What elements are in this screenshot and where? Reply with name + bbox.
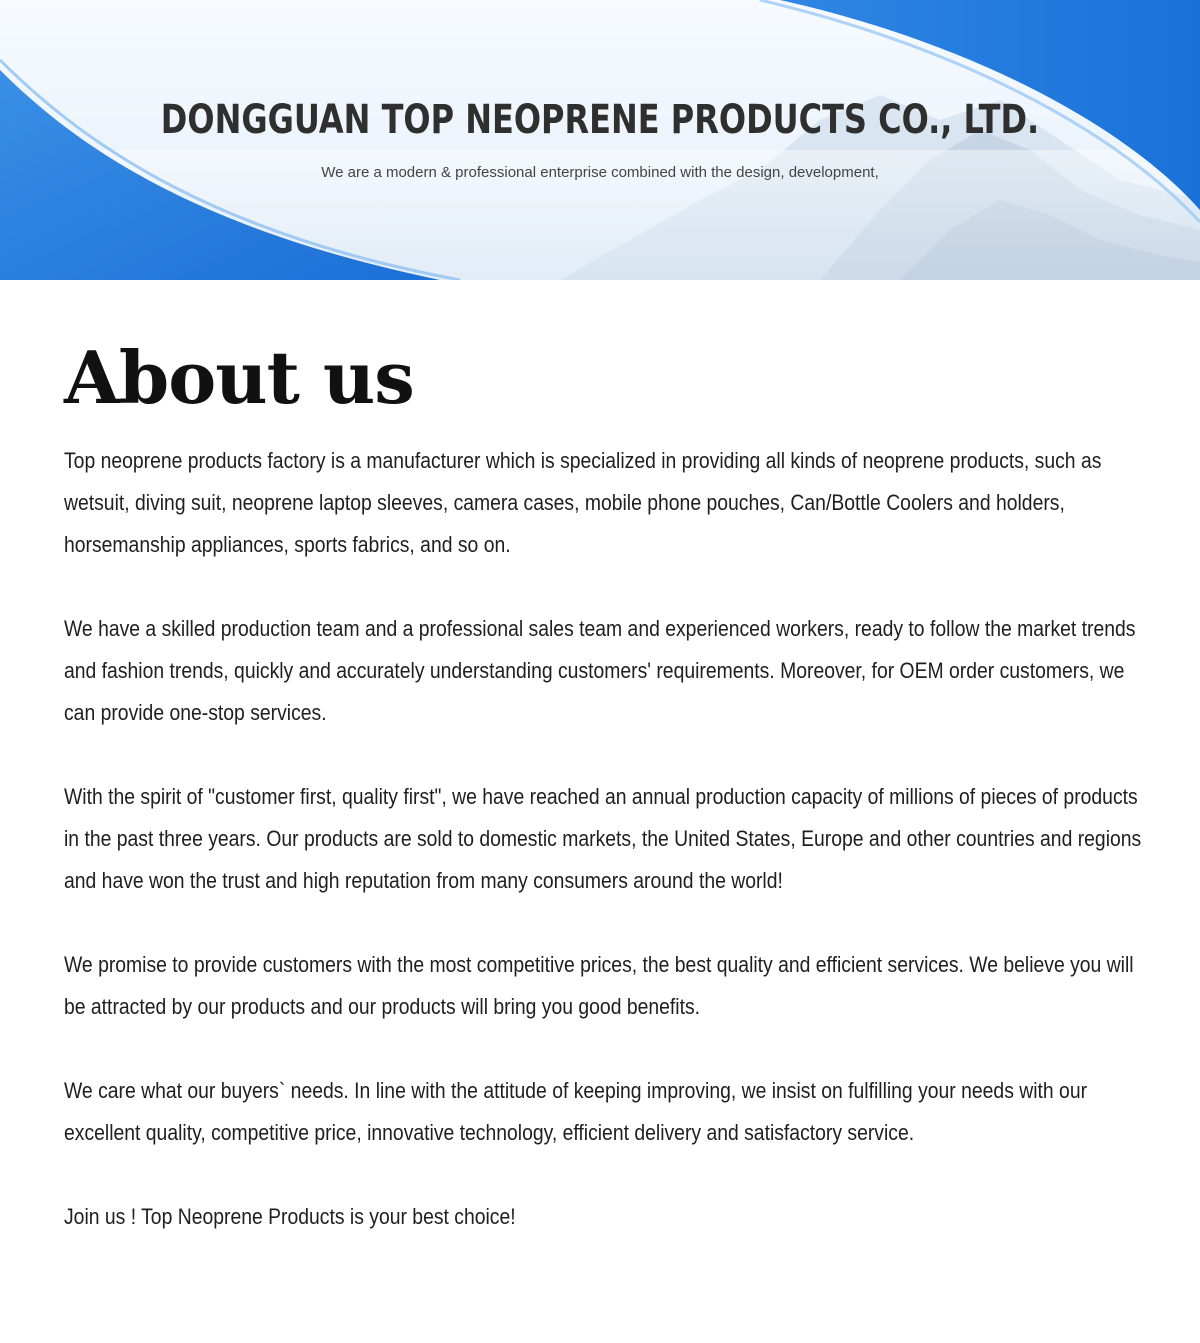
about-paragraph: We promise to provide customers with the most competitive prices, the best quality and efficient services. We believe you will be attracted by our products and our products will bring you good benefits.: [64, 952, 1134, 1019]
about-heading: About us: [64, 335, 414, 420]
about-section: [64, 330, 1144, 1238]
company-tagline: We are a modern & professional enterprise combined with the design, development,: [321, 164, 879, 181]
header-banner: [0, 0, 1200, 280]
about-paragraph: We care what our buyers` needs. In line with the attitude of keeping improving, we insist on fulfilling your needs with our excellent quality, competitive price, innovative technology, efficient delivery and satisfactory service.: [64, 1078, 1088, 1145]
about-paragraph: Top neoprene products factory is a manufacturer which is specialized in providing all kinds of neoprene products, such as wetsuit, diving suit, neoprene laptop sleeves, camera cases, mobile phone pouches, Can/Bottle Coolers and holders, horsemanship appliances, sports fabrics, and so on.: [64, 448, 1102, 557]
about-paragraph: We have a skilled production team and a professional sales team and experienced workers, ready to follow the market trends and fashion trends, quickly and accurately understanding customers' requirements. Moreover, for OEM order customers, we can provide one-stop services.: [64, 616, 1136, 725]
company-name-title: DONGGUAN TOP NEOPRENE PRODUCTS CO., LTD.: [160, 97, 1040, 143]
about-paragraph: Join us ! Top Neoprene Products is your best choice!: [64, 1204, 516, 1229]
about-paragraph: With the spirit of "customer first, quality first", we have reached an annual production capacity of millions of pieces of products in the past three years. Our products are sold to domestic markets, the United States, Europe and other countries and regions and have won the trust and high reputation from many consumers around the world!: [64, 784, 1142, 893]
about-paragraphs: [64, 440, 1144, 1238]
